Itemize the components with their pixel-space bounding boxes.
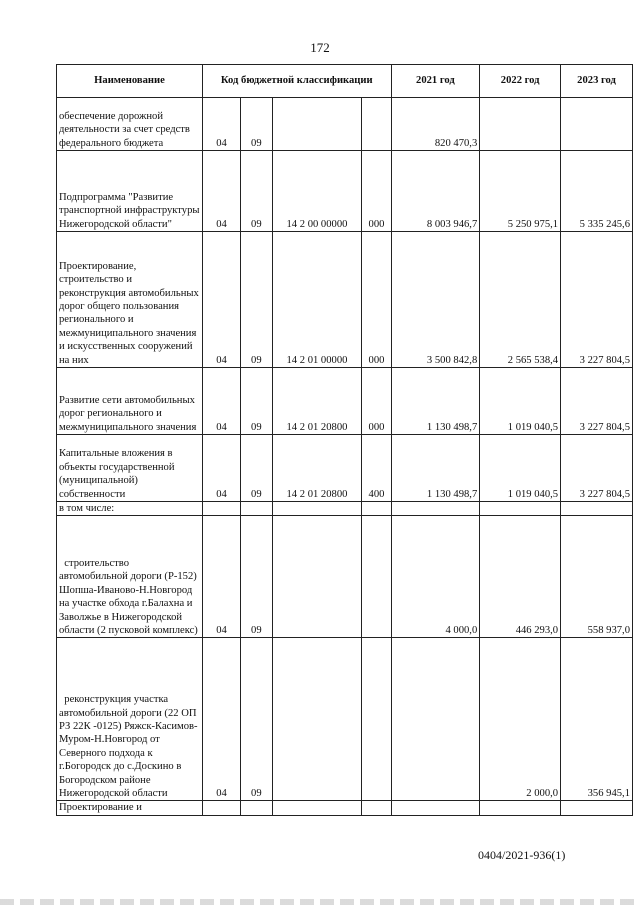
document-code: 0404/2021-936(1) [478,848,566,862]
row-code-type: 000 [362,368,391,435]
table-row [57,98,633,151]
row-name: Подпрограмма "Развитие транспортной инфраструктуры Нижегородской области" [57,151,203,232]
table-row [57,368,633,435]
row-code-type [362,502,391,516]
row-code-section [202,502,240,516]
row-value-2023: 3 227 804,5 [561,232,633,368]
row-code-target [272,98,362,151]
row-code-subsection: 09 [241,232,272,368]
table-row [57,151,633,232]
row-value-2023 [561,801,633,815]
table-row [57,435,633,502]
row-code-type [362,638,391,801]
row-name: Развитие сети автомобильных дорог регионального и межмуниципального значения [57,368,203,435]
row-value-2022: 5 250 975,1 [480,151,561,232]
row-value-2023: 356 945,1 [561,638,633,801]
header-2023: 2023 год [561,65,633,98]
row-code-section: 04 [202,232,240,368]
budget-table [56,64,633,816]
row-value-2022: 446 293,0 [480,516,561,638]
row-code-subsection: 09 [241,151,272,232]
row-code-type [362,516,391,638]
header-code: Код бюджетной классификации [202,65,391,98]
row-name: реконструкция участка автомобильной дороги (22 ОП РЗ 22К -0125) Ряжск-Касимов-Муром-Н.Новгород от Северного подхода к г.Богородск до с.Доскино в Богородском районе Нижегородской области [57,638,203,801]
row-code-section: 04 [202,435,240,502]
row-name: строительство автомобильной дороги (Р-152) Шопша-Иваново-Н.Новгород на участке обхода г.Балахна и Заволжье в Нижегородской области (2 пусковой комплекс) [57,516,203,638]
row-code-type: 000 [362,151,391,232]
row-value-2023: 5 335 245,6 [561,151,633,232]
header-2021: 2021 год [391,65,480,98]
row-code-section [202,801,240,815]
row-code-subsection [241,502,272,516]
row-value-2022 [480,502,561,516]
row-value-2022 [480,801,561,815]
row-code-target [272,502,362,516]
row-code-section: 04 [202,368,240,435]
row-value-2023: 3 227 804,5 [561,368,633,435]
row-code-section: 04 [202,98,240,151]
row-value-2023 [561,98,633,151]
scan-edge-artifact [0,899,640,905]
page-number: 172 [310,40,330,55]
table-row [57,502,633,516]
header-2022: 2022 год [480,65,561,98]
row-name: Проектирование и [57,801,203,815]
row-value-2023: 3 227 804,5 [561,435,633,502]
table-row [57,232,633,368]
row-name: Проектирование, строительство и реконструкция автомобильных дорог общего пользования регионального и межмуниципального значения и искусственных сооружений на них [57,232,203,368]
row-code-subsection: 09 [241,638,272,801]
row-value-2021: 820 470,3 [391,98,480,151]
row-value-2021: 3 500 842,8 [391,232,480,368]
row-code-type [362,98,391,151]
row-value-2021: 1 130 498,7 [391,435,480,502]
row-code-subsection: 09 [241,368,272,435]
row-value-2022: 1 019 040,5 [480,368,561,435]
row-code-subsection: 09 [241,516,272,638]
header-name: Наименование [57,65,203,98]
row-code-target [272,801,362,815]
row-name: Капитальные вложения в объекты государственной (муниципальной) собственности [57,435,203,502]
table-row [57,638,633,801]
row-code-target: 14 2 01 20800 [272,368,362,435]
row-code-target: 14 2 00 00000 [272,151,362,232]
row-value-2022 [480,98,561,151]
row-code-subsection: 09 [241,435,272,502]
row-code-target: 14 2 01 20800 [272,435,362,502]
row-code-type [362,801,391,815]
row-code-section: 04 [202,151,240,232]
row-name: обеспечение дорожной деятельности за счет средств федерального бюджета [57,98,203,151]
row-code-target: 14 2 01 00000 [272,232,362,368]
row-name: в том числе: [57,502,203,516]
row-code-section: 04 [202,638,240,801]
row-value-2021: 4 000,0 [391,516,480,638]
row-value-2023: 558 937,0 [561,516,633,638]
row-value-2022: 1 019 040,5 [480,435,561,502]
table-row [57,516,633,638]
row-value-2022: 2 000,0 [480,638,561,801]
row-code-subsection: 09 [241,98,272,151]
row-value-2021: 1 130 498,7 [391,368,480,435]
row-value-2021 [391,801,480,815]
table-row [57,801,633,815]
row-code-section: 04 [202,516,240,638]
row-value-2021 [391,638,480,801]
row-value-2023 [561,502,633,516]
row-code-subsection [241,801,272,815]
row-code-type: 400 [362,435,391,502]
row-code-target [272,638,362,801]
table-header-row [57,65,633,98]
row-code-target [272,516,362,638]
row-value-2021 [391,502,480,516]
row-value-2021: 8 003 946,7 [391,151,480,232]
row-value-2022: 2 565 538,4 [480,232,561,368]
row-code-type: 000 [362,232,391,368]
